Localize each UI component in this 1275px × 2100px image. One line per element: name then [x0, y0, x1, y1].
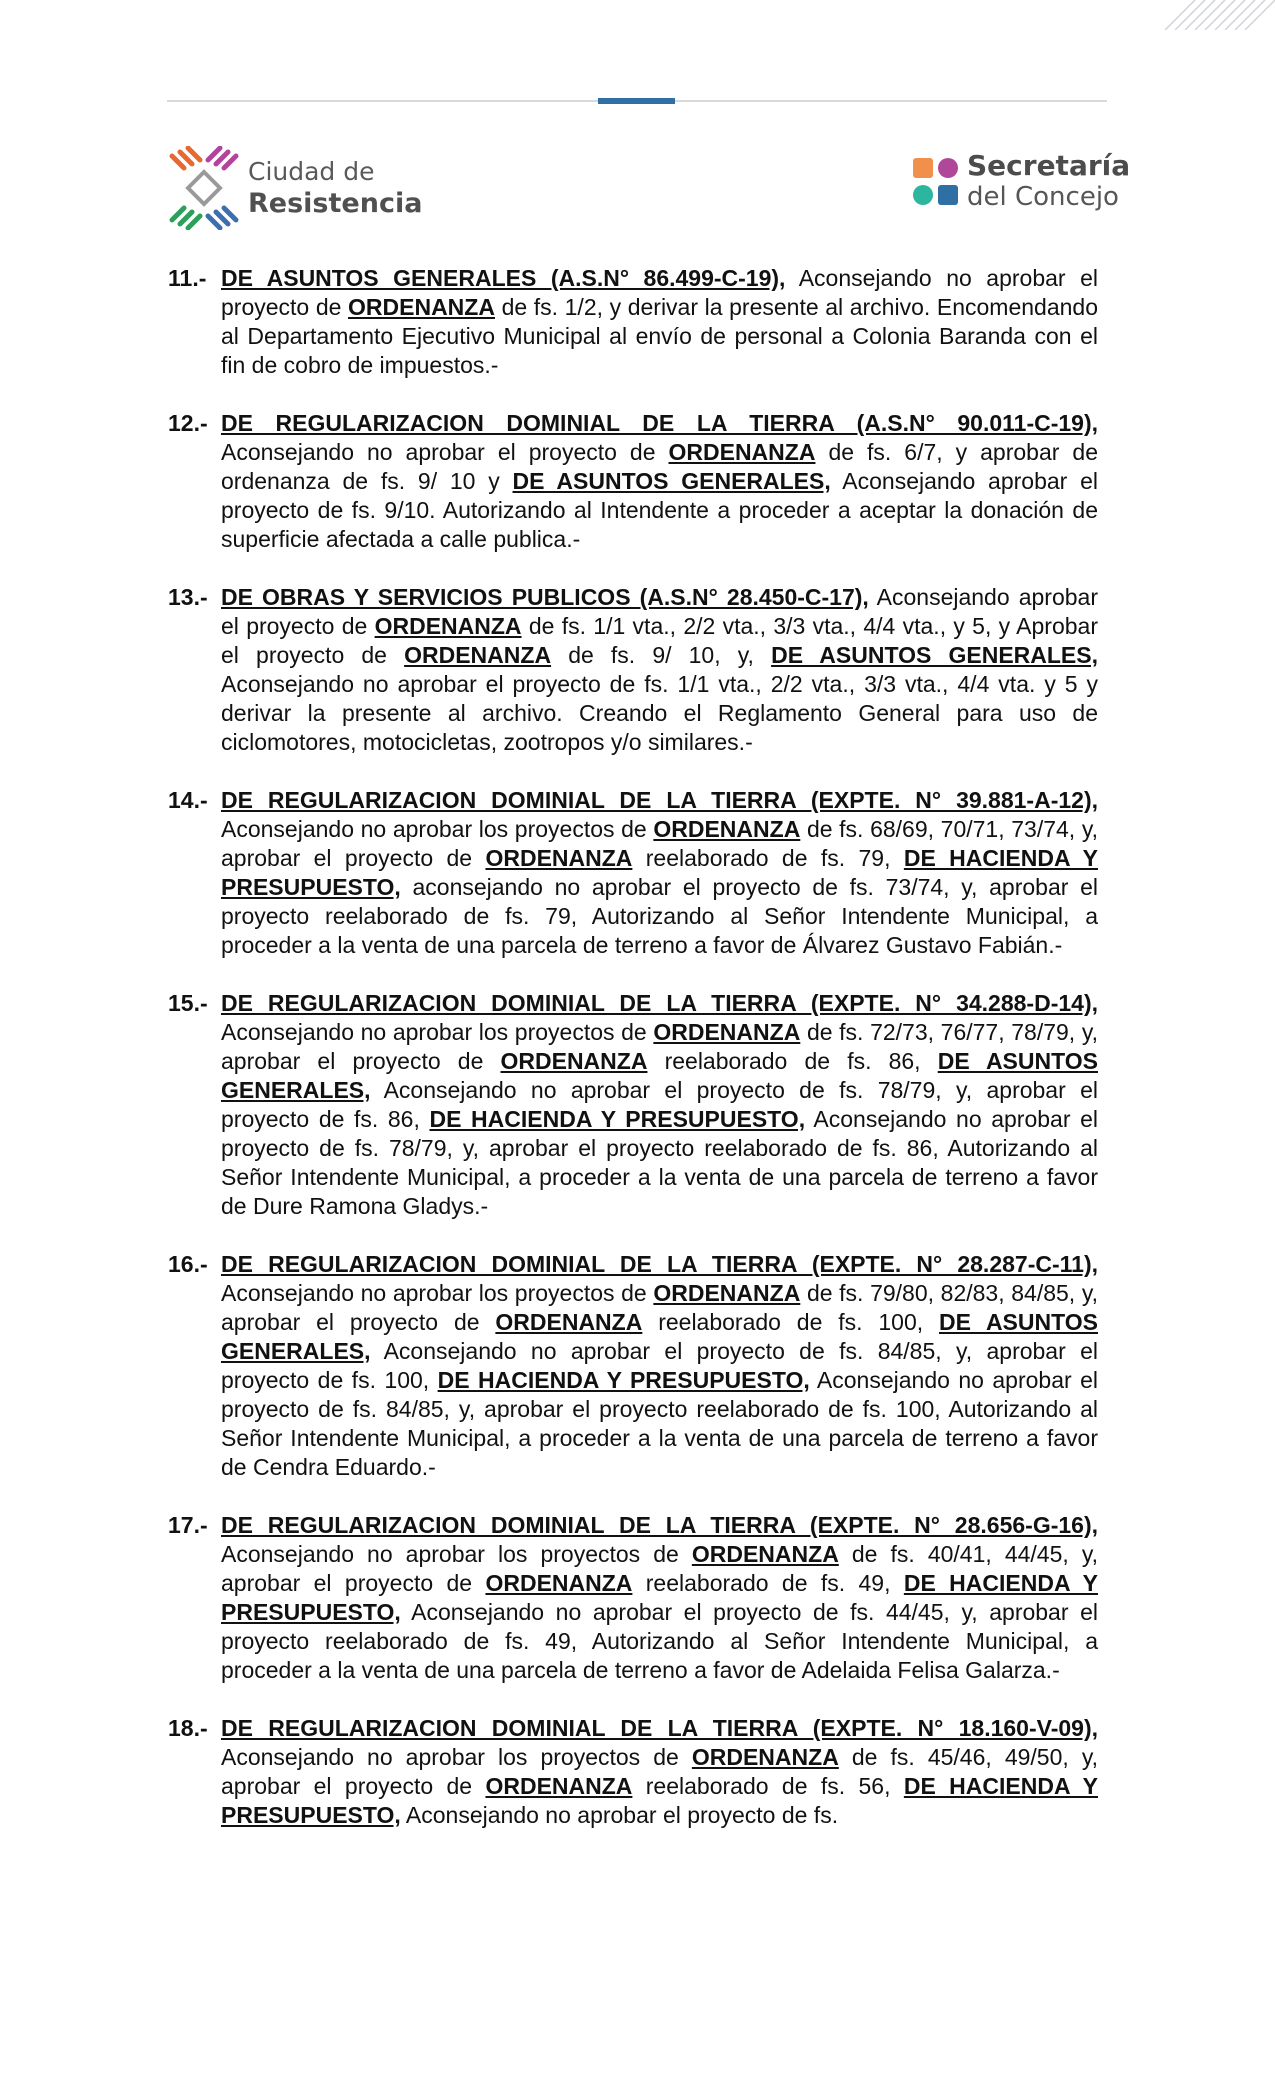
item-number: 11.-: [168, 265, 207, 291]
item-heading-text: DE REGULARIZACION DOMINIAL DE LA TIERRA (EXPTE. N° 34.288-D-14),: [221, 990, 1098, 1016]
item-heading-text: DE ASUNTOS GENERALES,: [771, 642, 1099, 668]
item-heading-text: DE REGULARIZACION DOMINIAL DE LA TIERRA (EXPTE. N° 18.160-V-09),: [221, 1715, 1098, 1741]
item-heading-text: ORDENANZA: [691, 1541, 839, 1567]
item-body-text: de fs. 40/41, 44/45, y, aprobar el proyecto de: [221, 1541, 1099, 1596]
agenda-item: [168, 1714, 1098, 1830]
item-body-text: Aconsejando no aprobar el proyecto de fs. 1/1 vta., 2/2 vta., 3/3 vta., 4/4 vta. y 5 y derivar la presente al archivo. Creando el Reglamento General para uso de ciclomotores, motocicletas, zootropos y/o similares.-: [221, 671, 1098, 755]
item-body-text: Aconsejando no aprobar el proyecto de: [221, 439, 669, 465]
item-heading-text: DE HACIENDA Y PRESUPUESTO,: [221, 1570, 1098, 1625]
item-heading-text: DE REGULARIZACION DOMINIAL DE LA TIERRA (A.S.N° 90.011-C-19),: [221, 410, 1098, 436]
item-heading-text: ORDENANZA: [404, 642, 552, 668]
item-heading-text: DE HACIENDA Y PRESUPUESTO,: [429, 1106, 806, 1132]
item-heading-text: DE HACIENDA Y PRESUPUESTO,: [221, 1773, 1098, 1828]
item-body-text: reelaborado de fs. 49,: [632, 1570, 904, 1596]
agenda-item: [168, 989, 1098, 1221]
header-divider-accent: [598, 98, 675, 104]
item-heading-text: ORDENANZA: [668, 439, 816, 465]
item-body-text: Aconsejando no aprobar el proyecto de fs. 84/85, y, aprobar el proyecto reelaborado de fs. 100, Autorizando al Señor Intendente Municipal, a proceder a la venta de una parcela de terreno a favor de Cendra Eduardo.-: [221, 1367, 1099, 1480]
item-heading-text: DE ASUNTOS GENERALES,: [221, 1048, 1098, 1103]
item-heading-text: ORDENANZA: [691, 1744, 839, 1770]
agenda-items-list: [168, 264, 1098, 1859]
item-number: 12.-: [168, 410, 208, 436]
secretaria-del-concejo-logo: [913, 150, 1130, 212]
resistencia-emblem-icon: [166, 146, 242, 230]
logo-line-1: Secretaría: [967, 149, 1131, 182]
dot-purple: [938, 158, 958, 178]
item-body-text: Aconsejando no aprobar el proyecto de fs. 78/79, y, aprobar el proyecto de fs. 86,: [221, 1077, 1098, 1132]
item-body-text: de fs. 72/73, 76/77, 78/79, y, aprobar el proyecto de: [221, 1019, 1098, 1074]
item-body-text: de fs. 79/80, 82/83, 84/85, y, aprobar el proyecto de: [221, 1280, 1098, 1335]
item-heading-text: DE REGULARIZACION DOMINIAL DE LA TIERRA (EXPTE. N° 39.881-A-12),: [221, 787, 1098, 813]
item-body-text: Aconsejando no aprobar los proyectos de: [221, 1541, 692, 1567]
item-heading-text: DE ASUNTOS GENERALES (A.S.N° 86.499-C-19),: [221, 265, 786, 291]
item-body-text: de fs. 45/46, 49/50, y, aprobar el proyecto de: [221, 1744, 1099, 1799]
corner-decoration: [1155, 0, 1275, 30]
item-heading-text: ORDENANZA: [500, 1048, 648, 1074]
item-body-text: Aconsejando no aprobar los proyectos de: [221, 816, 654, 842]
logo-line-1: Ciudad de: [248, 157, 375, 186]
logo-dots-icon: [913, 158, 959, 205]
item-body-text: Aconsejando no aprobar el proyecto de fs. 84/85, y, aprobar el proyecto de fs. 100,: [221, 1338, 1098, 1393]
item-body-text: reelaborado de fs. 79,: [632, 845, 904, 871]
item-body-text: reelaborado de fs. 100,: [642, 1309, 939, 1335]
item-heading-text: ORDENANZA: [653, 1019, 801, 1045]
item-body-text: Aconsejando no aprobar los proyectos de: [221, 1744, 692, 1770]
item-heading-text: DE HACIENDA Y PRESUPUESTO,: [221, 845, 1098, 900]
item-number: 14.-: [168, 787, 208, 813]
logo-line-2: del Concejo: [967, 182, 1119, 212]
item-heading-text: ORDENANZA: [653, 1280, 801, 1306]
ciudad-de-resistencia-logo: [166, 146, 422, 230]
item-heading-text: ORDENANZA: [485, 1773, 633, 1799]
item-body-text: de fs. 6/7, y aprobar de ordenanza de fs. 9/ 10 y: [221, 439, 1098, 494]
item-heading-text: DE ASUNTOS GENERALES,: [512, 468, 831, 494]
item-number: 15.-: [168, 990, 208, 1016]
item-heading-text: ORDENANZA: [374, 613, 522, 639]
item-body-text: de fs. 1/2, y derivar la presente al archivo. Encomendando al Departamento Ejecutivo Municipal al envío de personal a Colonia Baranda con el fin de cobro de impuestos.-: [221, 294, 1098, 378]
item-heading-text: ORDENANZA: [495, 1309, 643, 1335]
item-heading-text: DE REGULARIZACION DOMINIAL DE LA TIERRA (EXPTE. N° 28.287-C-11),: [221, 1251, 1098, 1277]
item-body-text: de fs. 1/1 vta., 2/2 vta., 3/3 vta., 4/4 vta., y 5, y Aprobar el proyecto de: [221, 613, 1098, 668]
item-body-text: aconsejando no aprobar el proyecto de fs. 73/74, y, aprobar el proyecto reelaborado de fs. 79, Autorizando al Señor Intendente Municipal, a proceder a la venta de una parcela de terreno a favor de Álvarez Gustavo Fabián.-: [221, 874, 1098, 958]
item-number: 17.-: [168, 1512, 208, 1538]
item-body-text: Aconsejando no aprobar los proyectos de: [221, 1280, 654, 1306]
item-heading-text: DE OBRAS Y SERVICIOS PUBLICOS (A.S.N° 28.450-C-17),: [221, 584, 869, 610]
item-heading-text: ORDENANZA: [485, 845, 633, 871]
item-heading-text: DE HACIENDA Y PRESUPUESTO,: [437, 1367, 810, 1393]
item-body-text: de fs. 9/ 10, y,: [551, 642, 772, 668]
agenda-item: [168, 409, 1098, 554]
item-body-text: Aconsejando aprobar el proyecto de fs. 9/10. Autorizando al Intendente a proceder a aceptar la donación de superficie afectada a calle publica.-: [221, 468, 1099, 552]
item-body-text: Aconsejando no aprobar el proyecto de fs. 78/79, y, aprobar el proyecto reelaborado de fs. 86, Autorizando al Señor Intendente Municipal, a proceder a la venta de una parcela de terreno a favor de Dure Ramona Gladys.-: [221, 1106, 1098, 1219]
item-body-text: Aconsejando no aprobar el proyecto de fs. 44/45, y, aprobar el proyecto reelaborado de fs. 49, Autorizando al Señor Intendente Municipal, a proceder a la venta de una parcela de terreno a favor de Adelaida Felisa Galarza.-: [221, 1599, 1098, 1683]
item-heading-text: ORDENANZA: [485, 1570, 633, 1596]
item-number: 18.-: [168, 1715, 208, 1741]
item-number: 13.-: [168, 584, 208, 610]
item-body-text: de fs. 68/69, 70/71, 73/74, y, aprobar el proyecto de: [221, 816, 1098, 871]
item-body-text: Aconsejando no aprobar el proyecto de: [221, 265, 1099, 320]
item-body-text: reelaborado de fs. 86,: [647, 1048, 938, 1074]
item-heading-text: ORDENANZA: [653, 816, 801, 842]
logo-line-2: Resistencia: [248, 188, 423, 219]
item-body-text: Aconsejando no aprobar los proyectos de: [221, 1019, 654, 1045]
item-body-text: Aconsejando no aprobar el proyecto de fs.: [400, 1802, 839, 1828]
dot-blue: [938, 185, 958, 205]
dot-orange: [913, 158, 933, 178]
item-heading-text: DE REGULARIZACION DOMINIAL DE LA TIERRA (EXPTE. N° 28.656-G-16),: [221, 1512, 1098, 1538]
item-body-text: reelaborado de fs. 56,: [632, 1773, 904, 1799]
item-number: 16.-: [168, 1251, 208, 1277]
agenda-item: [168, 583, 1098, 757]
agenda-item: [168, 1511, 1098, 1685]
item-heading-text: ORDENANZA: [348, 294, 495, 320]
agenda-item: [168, 786, 1098, 960]
agenda-item: [168, 1250, 1098, 1482]
item-heading-text: DE ASUNTOS GENERALES,: [221, 1309, 1098, 1364]
dot-teal: [913, 185, 933, 205]
agenda-item: [168, 264, 1098, 380]
item-body-text: Aconsejando aprobar el proyecto de: [221, 584, 1098, 639]
